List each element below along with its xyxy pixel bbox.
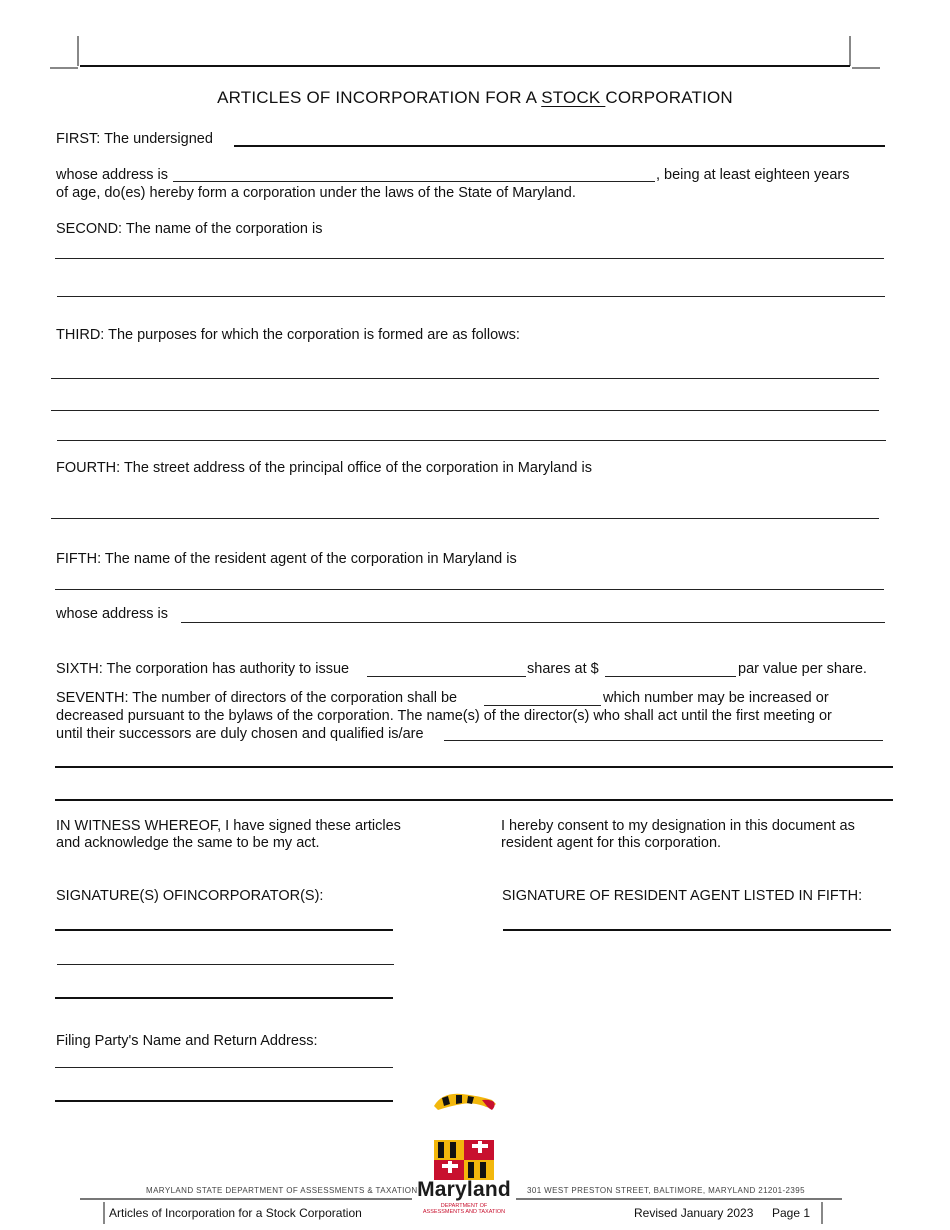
resident-agent-signature-field[interactable] [503, 929, 891, 931]
first-label: FIRST: The undersigned [56, 131, 213, 147]
shares-count-field[interactable] [367, 676, 526, 677]
corporation-name-field-1[interactable] [55, 258, 884, 259]
directors-names-field-2[interactable] [55, 766, 893, 768]
fifth-label: FIFTH: The name of the resident agent of the corporation in Maryland is [56, 551, 517, 567]
par-value-field[interactable] [605, 676, 736, 677]
corner-mark-left-h [50, 67, 78, 69]
title-prefix: ARTICLES OF INCORPORATION FOR A [217, 88, 542, 107]
directors-count-field[interactable] [484, 705, 601, 706]
first-address-label: whose address is [56, 167, 169, 183]
footer-form-name: Articles of Incorporation for a Stock Corporation [109, 1206, 362, 1220]
corner-mark-right-h [852, 67, 880, 69]
third-label: THIRD: The purposes for which the corporation is formed are as follows: [56, 327, 520, 343]
first-address-suffix: , being at least eighteen years [656, 167, 850, 183]
corner-mark-right [849, 36, 851, 66]
logo-subtitle-line2: ASSESSMENTS AND TAXATION [422, 1209, 506, 1215]
fourth-label: FOURTH: The street address of the principal office of the corporation in Maryland is [56, 460, 592, 476]
title-suffix: CORPORATION [605, 88, 733, 107]
footer-page-number: Page 1 [772, 1206, 811, 1220]
second-label: SECOND: The name of the corporation is [56, 221, 323, 237]
directors-names-field-3[interactable] [55, 799, 893, 801]
witness-line2: and acknowledge the same to be my act. [56, 835, 320, 851]
incorporator-name-field[interactable] [234, 145, 885, 147]
incorporator-address-field[interactable] [173, 181, 655, 182]
first-age-text: of age, do(es) hereby form a corporation under the laws of the State of Maryland. [56, 185, 576, 201]
purposes-field-2[interactable] [51, 410, 879, 411]
witness-line1: IN WITNESS WHEREOF, I have signed these articles [56, 818, 401, 834]
sixth-part3: par value per share. [738, 661, 867, 677]
incorporator-signature-field-3[interactable] [55, 997, 393, 999]
filing-party-field-1[interactable] [55, 1067, 393, 1068]
purposes-field-1[interactable] [51, 378, 879, 379]
signature-incorporators-label: SIGNATURE(S) OFINCORPORATOR(S): [56, 888, 324, 904]
incorporator-signature-field-2[interactable] [57, 964, 394, 965]
seventh-line2: decreased pursuant to the bylaws of the corporation. The name(s) of the director(s) who shall act until the first meeting or [56, 708, 832, 724]
resident-agent-name-field[interactable] [55, 589, 884, 590]
seventh-part1: SEVENTH: The number of directors of the corporation shall be [56, 690, 458, 706]
maryland-wordmark: Maryland [417, 1178, 511, 1201]
maryland-logo-icon [432, 1138, 496, 1182]
signature-agent-label: SIGNATURE OF RESIDENT AGENT LISTED IN FIFTH: [502, 888, 863, 904]
directors-names-field-1[interactable] [444, 740, 883, 741]
purposes-field-3[interactable] [57, 440, 886, 441]
consent-line1: I hereby consent to my designation in this document as [501, 818, 855, 834]
footer-address: 301 WEST PRESTON STREET, BALTIMORE, MARYLAND 21201-2395 [527, 1186, 805, 1195]
filing-party-field-2[interactable] [55, 1100, 393, 1102]
header-rule [80, 65, 850, 67]
incorporator-signature-field-1[interactable] [55, 929, 393, 931]
footer-rule-right [516, 1198, 842, 1200]
principal-office-field[interactable] [51, 518, 879, 519]
fifth-address-label: whose address is [56, 606, 169, 622]
corporation-name-field-2[interactable] [57, 296, 885, 297]
footer-revised: Revised January 2023 [634, 1206, 754, 1220]
footer-rule-left [80, 1198, 412, 1200]
sixth-part2: shares at $ [527, 661, 599, 677]
logo-subtitle-line1: DEPARTMENT OF [440, 1203, 488, 1209]
sixth-part1: SIXTH: The corporation has authority to issue [56, 661, 350, 677]
footer-department: MARYLAND STATE DEPARTMENT OF ASSESSMENTS & TAXATION [146, 1186, 418, 1195]
seventh-part2: which number may be increased or [603, 690, 829, 706]
form-title [0, 88, 950, 108]
maryland-flag-swoosh-icon [432, 1090, 498, 1114]
corner-mark-left [77, 36, 79, 66]
resident-agent-address-field[interactable] [181, 622, 885, 623]
title-underlined-word: STOCK [541, 88, 606, 107]
filing-party-label: Filing Party's Name and Return Address: [56, 1033, 318, 1049]
consent-line2: resident agent for this corporation. [501, 835, 722, 851]
seventh-line3: until their successors are duly chosen and qualified is/are [56, 726, 424, 742]
